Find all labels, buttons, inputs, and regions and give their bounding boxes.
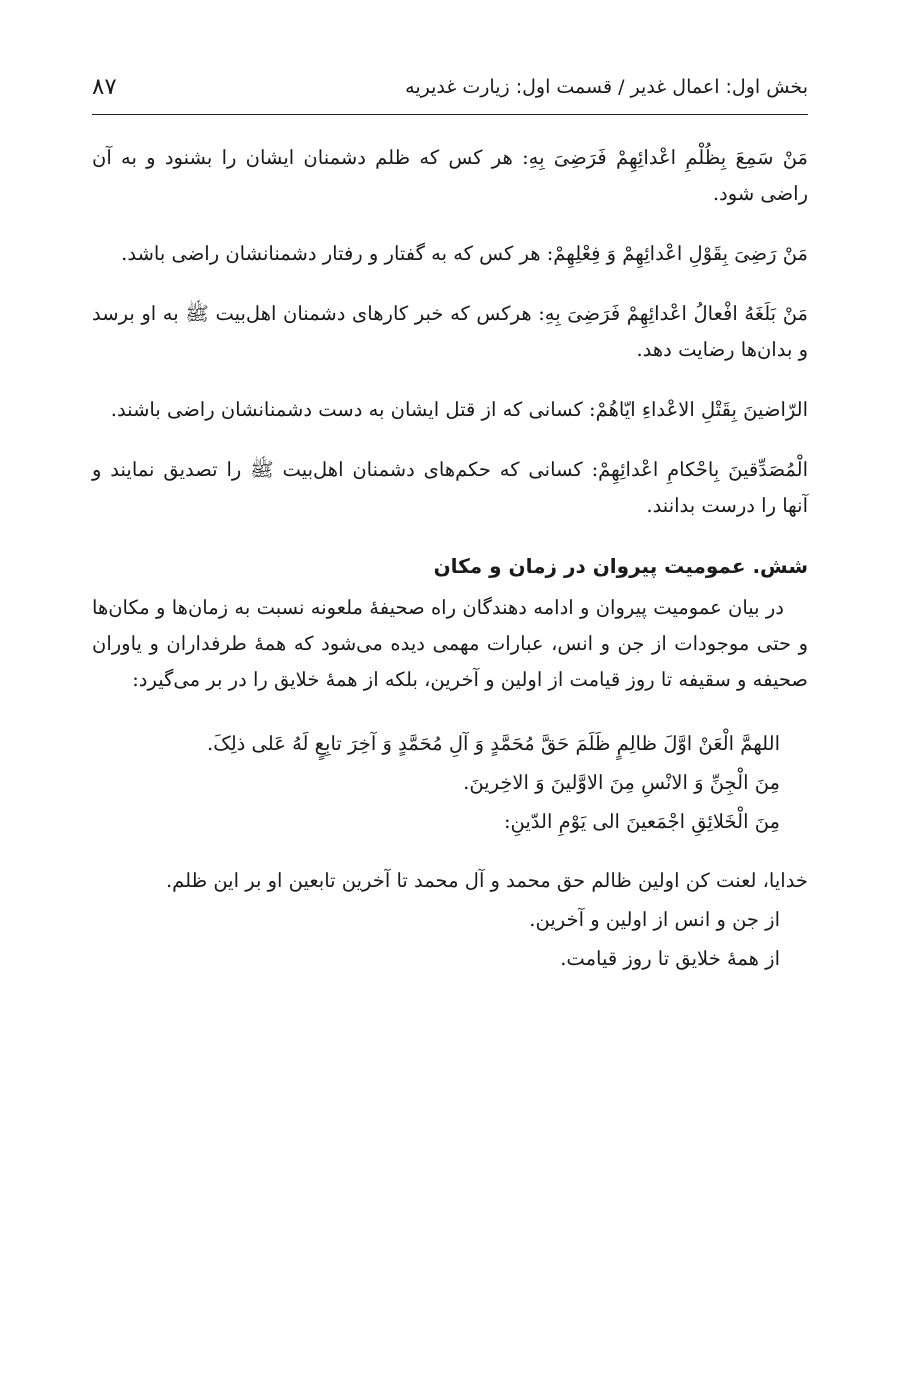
running-title: بخش اول: اعمال غدیر / قسمت اول: زیارت غدیریه	[405, 76, 808, 98]
translation-block	[92, 861, 808, 978]
persian-explanation: هر کس که به گفتار و رفتار دشمنانشان راضی باشد.	[121, 242, 547, 265]
translation-line: خدایا، لعنت کن اولین ظالم حق محمد و آل محمد تا آخرین تابعین او بر این ظلم.	[165, 869, 808, 892]
persian-explanation: کسانی که از قتل ایشان به دست دشمنانشان راضی باشند.	[110, 398, 590, 421]
entry-3	[92, 296, 808, 368]
persian-explanation: هرکس که خبر کارهای دشمنان اهل‌بیت ﷺ به او برسد و بدان‌ها رضایت دهد.	[92, 302, 808, 361]
entry-2	[92, 236, 808, 272]
translation-line: از جن و انس از اولین و آخرین.	[529, 908, 780, 931]
prayer-line: مِنَ الْخَلائِقِ اجْمَعینَ الی یَوْمِ الدّینِ:	[503, 810, 780, 833]
arabic-phrase: مَنْ رَضِیَ بِقَوْلِ اعْدائِهِمْ وَ فِعْلِهِمْ:	[546, 242, 808, 265]
entry-4	[92, 392, 808, 428]
persian-explanation: هر کس که ظلم دشمنان ایشان را بشنود و به آن راضی شود.	[92, 146, 808, 205]
prayer-block	[92, 724, 808, 841]
section-intro-paragraph: در بیان عمومیت پیروان و ادامه دهندگان راه صحیفۀ ملعونه نسبت به زمان‌ها و مکان‌ها و حتی موجودات از جن و انس، عبارات مهمی دیده می‌شود که همۀ طرفداران و یاوران صحیفه و سقیفه تا روز قیامت از اولین و آخرین، بلکه از همۀ خلایق را در بر می‌گیرد:	[92, 596, 808, 691]
arabic-phrase: الرّاضینَ بِقَتْلِ الاعْداءِ ایّاهُمْ:	[589, 398, 808, 421]
arabic-phrase: مَنْ سَمِعَ بِظُلْمِ اعْدائِهِمْ فَرَضِیَ بِهِ:	[522, 146, 809, 169]
running-header	[92, 74, 808, 115]
arabic-phrase: الْمُصَدِّقینَ بِاحْکامِ اعْدائِهِمْ:	[591, 458, 808, 481]
page-number: ۸۷	[92, 74, 117, 100]
translation-line: از همۀ خلایق تا روز قیامت.	[560, 947, 780, 970]
entry-1	[92, 140, 808, 212]
page-body	[92, 140, 808, 978]
arabic-phrase: مَنْ بَلَغَهُ افْعالُ اعْدائِهِمْ فَرَضِیَ بِهِ:	[538, 302, 809, 325]
prayer-line: اللهمَّ الْعَنْ اوَّلَ ظالِمٍ ظَلَمَ حَقَّ مُحَمَّدٍ وَ آلِ مُحَمَّدٍ وَ آخِرَ تابِعٍ لَهُ عَلی ذلِکَ.	[207, 732, 780, 755]
entry-5	[92, 452, 808, 524]
prayer-line: مِنَ الْجِنِّ وَ الانْسِ مِنَ الاوَّلینَ وَ الاخِرینَ.	[463, 771, 780, 794]
persian-explanation: کسانی که حکم‌های دشمنان اهل‌بیت ﷺ را تصدیق نمایند و آنها را درست بدانند.	[92, 458, 808, 517]
section-heading: شش. عمومیت پیروان در زمان و مکان	[433, 554, 808, 578]
